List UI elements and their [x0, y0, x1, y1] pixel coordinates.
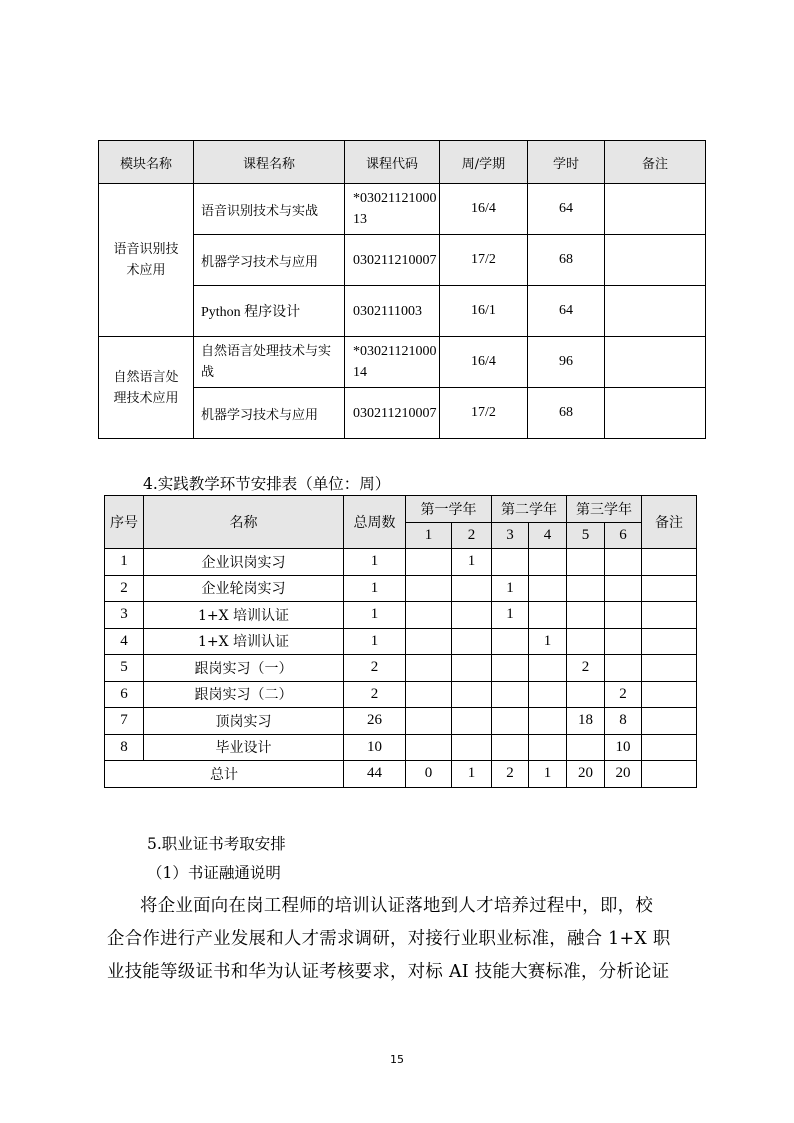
course-hours: 68 [528, 235, 605, 286]
term-cell [406, 708, 452, 735]
course-weeks: 16/4 [440, 337, 528, 388]
term-cell: 1 [492, 575, 529, 602]
row-name: 1+X 培训认证 [144, 602, 344, 629]
section-5-title: 5.职业证书考取安排 [147, 835, 286, 853]
header-year-3: 第三学年 [567, 496, 642, 523]
term-cell [406, 549, 452, 576]
term-cell [567, 575, 605, 602]
row-total-weeks: 1 [344, 549, 406, 576]
term-cell: 10 [605, 734, 642, 761]
table-row [105, 575, 697, 602]
header-seq: 序号 [105, 496, 144, 549]
row-total-weeks: 2 [344, 681, 406, 708]
header-name: 名称 [144, 496, 344, 549]
term-cell [452, 708, 492, 735]
row-note [642, 602, 697, 629]
module-name-line: 术应用 [126, 263, 166, 278]
schedule-body [105, 549, 697, 761]
term-cell [406, 681, 452, 708]
term-cell [605, 549, 642, 576]
course-code: 0302111003 [345, 286, 440, 337]
term-cell [492, 708, 529, 735]
term-header: 6 [605, 522, 642, 549]
module-cell [99, 184, 194, 337]
course-code: 030211210007 [345, 235, 440, 286]
term-cell [452, 681, 492, 708]
term-cell [567, 549, 605, 576]
course-hours: 96 [528, 337, 605, 388]
row-total-weeks: 10 [344, 734, 406, 761]
row-name: 企业识岗实习 [144, 549, 344, 576]
term-cell: 18 [567, 708, 605, 735]
module-name-line: 语音识别技 [113, 242, 179, 257]
course-code: 030211210007 [345, 388, 440, 439]
schedule-total-row [105, 761, 697, 788]
course-name: 机器学习技术与应用 [194, 235, 345, 286]
row-seq: 4 [105, 628, 144, 655]
row-seq: 5 [105, 655, 144, 682]
course-note [605, 235, 706, 286]
row-seq: 6 [105, 681, 144, 708]
header-year-2: 第二学年 [492, 496, 567, 523]
table-row [105, 708, 697, 735]
course-code: *0302112100014 [345, 337, 440, 388]
term-total: 20 [567, 761, 605, 788]
term-cell: 2 [567, 655, 605, 682]
term-total: 1 [452, 761, 492, 788]
term-header: 5 [567, 522, 605, 549]
row-total-weeks: 1 [344, 602, 406, 629]
term-cell [452, 628, 492, 655]
term-cell [567, 734, 605, 761]
term-cell: 1 [492, 602, 529, 629]
term-cell [492, 734, 529, 761]
total-weeks: 44 [344, 761, 406, 788]
course-weeks: 17/2 [440, 388, 528, 439]
term-total: 0 [406, 761, 452, 788]
term-cell [567, 602, 605, 629]
body-text-line: 业技能等级证书和华为认证考核要求，对标 AI 技能大赛标准，分析论证 [107, 962, 670, 982]
table-row [105, 602, 697, 629]
course-name: 语音识别技术与实战 [194, 184, 345, 235]
row-seq: 1 [105, 549, 144, 576]
term-cell [492, 681, 529, 708]
term-cell [452, 734, 492, 761]
row-note [642, 734, 697, 761]
term-cell: 1 [452, 549, 492, 576]
course-note [605, 286, 706, 337]
row-note [642, 681, 697, 708]
schedule-header-row [105, 496, 697, 523]
term-cell: 1 [529, 628, 567, 655]
course-table [98, 140, 706, 439]
term-cell [529, 602, 567, 629]
total-label: 总计 [105, 761, 344, 788]
term-cell [406, 628, 452, 655]
course-hours: 64 [528, 184, 605, 235]
term-cell [406, 575, 452, 602]
course-hours: 68 [528, 388, 605, 439]
header-total-weeks: 总周数 [344, 496, 406, 549]
term-cell [492, 628, 529, 655]
term-header: 2 [452, 522, 492, 549]
module-name-line: 理技术应用 [113, 390, 179, 406]
row-seq: 2 [105, 575, 144, 602]
subsection-1-title: （1）书证融通说明 [147, 864, 281, 882]
row-note [642, 628, 697, 655]
row-name: 顶岗实习 [144, 708, 344, 735]
page-number: 15 [390, 1053, 404, 1066]
table-row [99, 184, 706, 235]
term-cell [492, 549, 529, 576]
row-name: 跟岗实习（一） [144, 655, 344, 682]
table-row [99, 337, 706, 388]
row-total-weeks: 2 [344, 655, 406, 682]
row-note [642, 575, 697, 602]
section-4-title: 4.实践教学环节安排表（单位：周） [143, 475, 391, 493]
term-cell [452, 602, 492, 629]
term-cell [452, 655, 492, 682]
row-seq: 3 [105, 602, 144, 629]
header-course-code: 课程代码 [345, 141, 440, 184]
header-note: 备注 [642, 496, 697, 549]
row-name: 企业轮岗实习 [144, 575, 344, 602]
term-total: 2 [492, 761, 529, 788]
course-name: 自然语言处理技术与实战 [194, 337, 345, 388]
term-cell: 2 [605, 681, 642, 708]
row-note [642, 708, 697, 735]
table-row [105, 655, 697, 682]
row-name: 跟岗实习（二） [144, 681, 344, 708]
term-cell [529, 708, 567, 735]
course-weeks: 17/2 [440, 235, 528, 286]
term-cell [492, 655, 529, 682]
table-row [105, 628, 697, 655]
course-hours: 64 [528, 286, 605, 337]
total-note [642, 761, 697, 788]
term-cell [605, 628, 642, 655]
module-cell [99, 337, 194, 439]
course-note [605, 388, 706, 439]
course-note [605, 184, 706, 235]
term-header: 4 [529, 522, 567, 549]
row-seq: 8 [105, 734, 144, 761]
row-seq: 7 [105, 708, 144, 735]
course-weeks: 16/1 [440, 286, 528, 337]
term-cell [529, 549, 567, 576]
body-text-line: 企合作进行产业发展和人才需求调研，对接行业职业标准，融合 1+X 职 [107, 929, 671, 949]
term-cell [529, 734, 567, 761]
header-note: 备注 [605, 141, 706, 184]
header-course-name: 课程名称 [194, 141, 345, 184]
table-row [105, 549, 697, 576]
term-cell [406, 655, 452, 682]
module-name-line: 自然语言处 [113, 369, 179, 385]
course-name: 机器学习技术与应用 [194, 388, 345, 439]
row-name: 毕业设计 [144, 734, 344, 761]
body-text-line: 将企业面向在岗工程师的培训认证落地到人才培养过程中，即，校 [140, 896, 654, 916]
term-header: 1 [406, 522, 452, 549]
table-row [105, 734, 697, 761]
term-total: 20 [605, 761, 642, 788]
term-cell [529, 655, 567, 682]
term-cell [406, 602, 452, 629]
term-cell [605, 575, 642, 602]
term-cell [452, 575, 492, 602]
table-row [105, 681, 697, 708]
term-cell [605, 655, 642, 682]
course-code: *0302112100013 [345, 184, 440, 235]
term-cell [605, 602, 642, 629]
term-header: 3 [492, 522, 529, 549]
course-name: Python 程序设计 [194, 286, 345, 337]
term-cell [567, 681, 605, 708]
row-note [642, 549, 697, 576]
row-total-weeks: 26 [344, 708, 406, 735]
row-note [642, 655, 697, 682]
term-total: 1 [529, 761, 567, 788]
term-cell: 8 [605, 708, 642, 735]
header-hours: 学时 [528, 141, 605, 184]
row-name: 1+X 培训认证 [144, 628, 344, 655]
course-weeks: 16/4 [440, 184, 528, 235]
header-module-name: 模块名称 [99, 141, 194, 184]
header-year-1: 第一学年 [406, 496, 492, 523]
header-weeks-term: 周/学期 [440, 141, 528, 184]
term-cell [567, 628, 605, 655]
practice-schedule-table [104, 495, 697, 788]
row-total-weeks: 1 [344, 575, 406, 602]
course-table-header [99, 141, 706, 184]
term-cell [406, 734, 452, 761]
term-cell [529, 681, 567, 708]
row-total-weeks: 1 [344, 628, 406, 655]
course-note [605, 337, 706, 388]
term-cell [529, 575, 567, 602]
